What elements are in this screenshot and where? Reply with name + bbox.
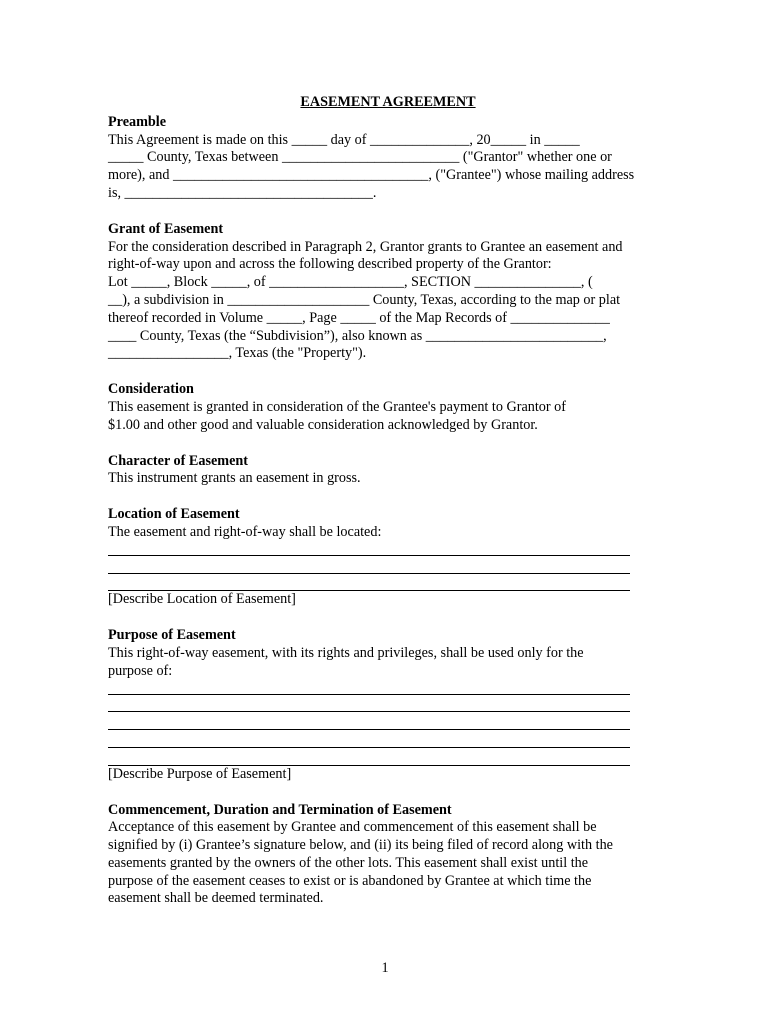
commencement-heading: Commencement, Duration and Termination of Easement <box>108 801 452 818</box>
location-section <box>108 506 668 609</box>
location-text <box>108 524 668 542</box>
preamble-heading: Preamble <box>108 113 167 130</box>
text-line: This right-of-way easement, with its rights and privileges, shall be used only for the <box>108 644 584 661</box>
blank-fill-line <box>108 695 630 713</box>
text-line: $1.00 and other good and valuable consideration acknowledged by Grantor. <box>108 416 538 433</box>
purpose-blank-lines <box>108 681 668 766</box>
preamble-section <box>108 114 668 203</box>
text-line: __), a subdivision in ____________________ County, Texas, according to the map or plat <box>108 291 621 308</box>
text-line: easements granted by the owners of the other lots. This easement shall exist until the <box>108 854 589 871</box>
text-line: thereof recorded in Volume _____, Page _____ of the Map Records of ______________ <box>108 309 610 326</box>
commencement-section <box>108 802 668 909</box>
text-line: Lot _____, Block _____, of ___________________, SECTION _______________, ( <box>108 274 593 291</box>
purpose-note: [Describe Purpose of Easement] <box>108 765 292 782</box>
page-number: 1 <box>381 960 389 976</box>
text-line: Acceptance of this easement by Grantee and commencement of this easement shall be <box>108 819 597 836</box>
text-line: For the consideration described in Paragraph 2, Grantor grants to Grantee an easement and <box>108 238 623 255</box>
text-line: is, ___________________________________. <box>108 184 377 201</box>
consideration-section <box>108 381 668 434</box>
text-line: purpose of: <box>108 662 173 679</box>
text-line: signified by (i) Grantee’s signature below, and (ii) its being filed of record along with the <box>108 837 613 854</box>
text-line: more), and ____________________________________, ("Grantee") whose mailing address <box>108 167 635 184</box>
blank-fill-line <box>108 556 630 574</box>
text-line: right-of-way upon and across the following described property of the Grantor: <box>108 256 552 273</box>
blank-fill-line <box>108 574 630 592</box>
location-blank-lines <box>108 542 668 592</box>
character-section <box>108 453 668 489</box>
text-line: ____ County, Texas (the “Subdivision”), also known as _________________________, <box>108 327 607 344</box>
preamble-text <box>108 132 668 203</box>
text-line: This Agreement is made on this _____ day of ______________, 20_____ in _____ <box>108 131 580 148</box>
purpose-text <box>108 645 668 681</box>
blank-fill-line <box>108 542 630 556</box>
grant-text <box>108 239 668 364</box>
purpose-section <box>108 627 668 783</box>
commencement-text <box>108 819 668 908</box>
consideration-text <box>108 399 668 435</box>
blank-fill-line <box>108 730 630 748</box>
text-line: _____ County, Texas between _________________________ ("Grantor" whether one or <box>108 149 612 166</box>
blank-fill-line <box>108 681 630 695</box>
text-line: easement shall be deemed terminated. <box>108 890 324 907</box>
text-line: _________________, Texas (the "Property"). <box>108 345 367 362</box>
document-body <box>108 94 668 926</box>
consideration-heading: Consideration <box>108 381 194 398</box>
blank-fill-line <box>108 712 630 730</box>
grant-heading: Grant of Easement <box>108 220 224 237</box>
text-line: The easement and right-of-way shall be located: <box>108 523 382 540</box>
location-note: [Describe Location of Easement] <box>108 591 296 608</box>
character-text <box>108 470 668 488</box>
text-line: This easement is granted in consideration of the Grantee's payment to Grantor of <box>108 398 566 415</box>
location-heading: Location of Easement <box>108 506 240 523</box>
blank-fill-line <box>108 748 630 766</box>
purpose-heading: Purpose of Easement <box>108 627 236 644</box>
grant-section <box>108 221 668 363</box>
text-line: purpose of the easement ceases to exist or is abandoned by Grantee at which time the <box>108 872 592 889</box>
text-line: This instrument grants an easement in gross. <box>108 470 361 487</box>
document-title: EASEMENT AGREEMENT <box>300 94 476 110</box>
character-heading: Character of Easement <box>108 452 248 469</box>
